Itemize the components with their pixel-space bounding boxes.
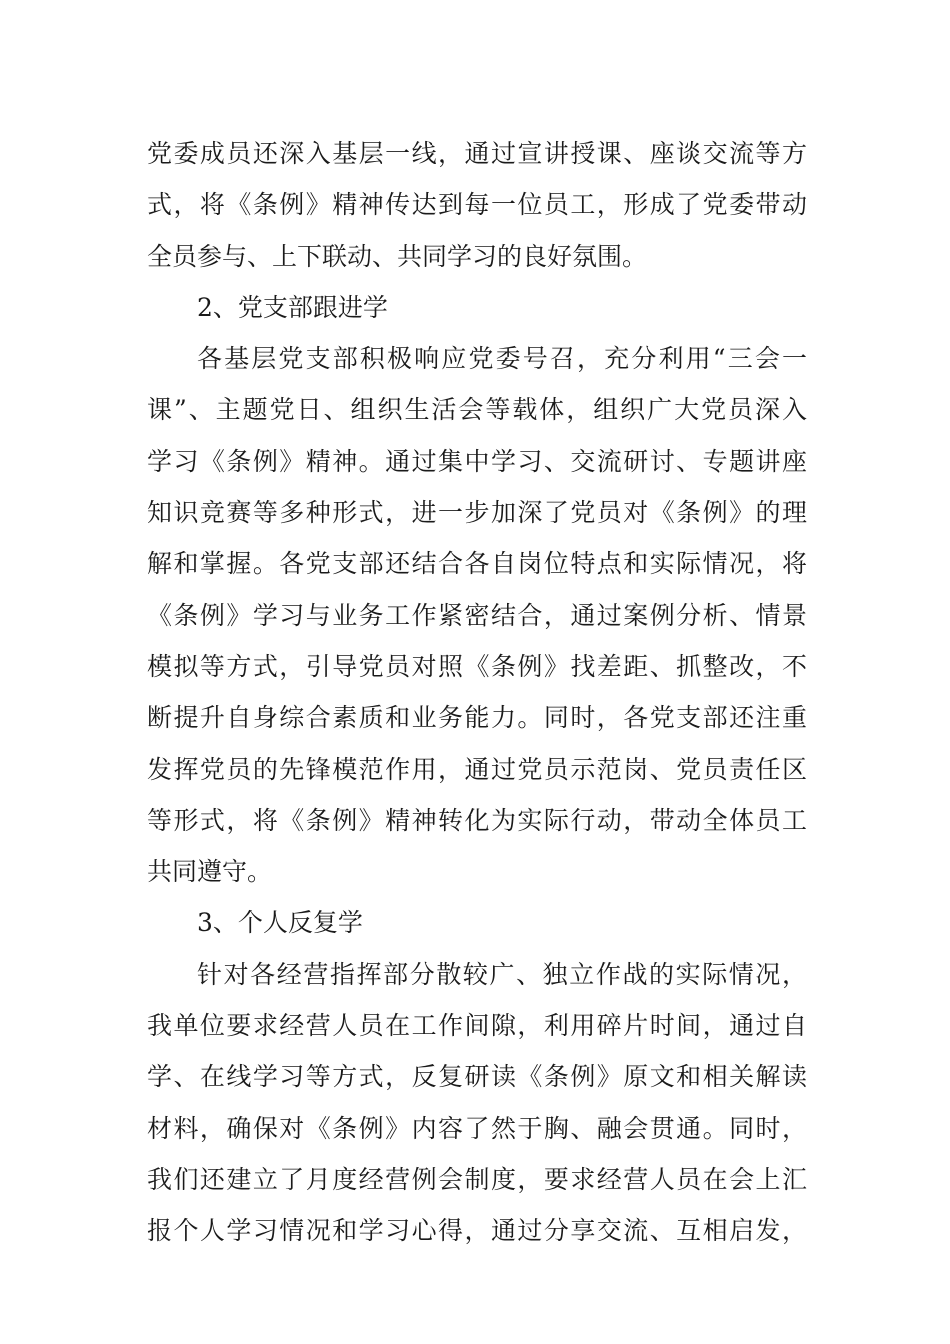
text-line: 学习《条例》精神。通过集中学习、交流研讨、专题讲座 <box>147 446 807 476</box>
text-line: 等形式，将《条例》精神转化为实际行动，带动全体员工 <box>147 805 807 835</box>
text-line: 《条例》学习与业务工作紧密结合，通过案例分析、情景 <box>147 600 807 630</box>
text-line: 全员参与、上下联动、共同学习的良好氛围。 <box>147 241 648 271</box>
text-line: 党委成员还深入基层一线，通过宣讲授课、座谈交流等方 <box>147 139 807 168</box>
text-line: 课”、主题党日、组织生活会等载体，组织广大党员深入 <box>147 395 807 425</box>
text-line: 各基层党支部积极响应党委号召，充分利用“三会一 <box>197 344 807 374</box>
text-line: 式，将《条例》精神传达到每一位员工，形成了党委带动 <box>147 190 807 220</box>
text-line: 学、在线学习等方式，反复研读《条例》原文和相关解读 <box>147 1062 807 1092</box>
text-line: 知识竞赛等多种形式，进一步加深了党员对《条例》的理 <box>147 498 807 528</box>
text-line: 报个人学习情况和学习心得，通过分享交流、互相启发， <box>147 1216 807 1246</box>
text-line: 3、个人反复学 <box>197 908 363 938</box>
text-line: 断提升自身综合素质和业务能力。同时，各党支部还注重 <box>147 703 807 733</box>
text-line: 针对各经营指挥部分散较广、独立作战的实际情况， <box>197 959 807 989</box>
document-body <box>147 128 807 1257</box>
text-line: 我们还建立了月度经营例会制度，要求经营人员在会上汇 <box>147 1164 807 1194</box>
text-line: 2、党支部跟进学 <box>197 292 388 322</box>
text-line: 解和掌握。各党支部还结合各自岗位特点和实际情况，将 <box>147 549 807 579</box>
text-line: 模拟等方式，引导党员对照《条例》找差距、抓整改，不 <box>147 651 807 681</box>
text-line: 材料，确保对《条例》内容了然于胸、融会贯通。同时， <box>147 1113 807 1143</box>
text-line: 我单位要求经营人员在工作间隙，利用碎片时间，通过自 <box>147 1011 807 1041</box>
text-line: 发挥党员的先锋模范作用，通过党员示范岗、党员责任区 <box>147 754 807 784</box>
text-line: 共同遵守。 <box>147 857 273 887</box>
